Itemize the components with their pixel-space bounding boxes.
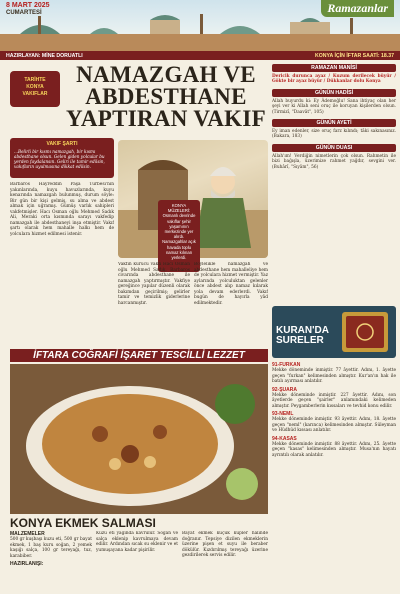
badge-line: TARİHTE <box>24 77 46 83</box>
surah-text: Mekke döneminde inmiştir. 93 âyettir. Adını, 18. âyette geçen "neml" (karınca) kelimesinden almıştır. Süleyman ve Hüdhüd kıssası anlatılır. <box>272 417 396 433</box>
quran-surahs-banner <box>272 306 396 358</box>
food-photo <box>10 364 268 514</box>
hadis-title: GÜNÜN HADİSİ <box>272 89 396 97</box>
badge-line: VAKIFLAR <box>22 91 48 97</box>
dua-title: GÜNÜN DUASI <box>272 144 396 152</box>
preparation-heading: HAZIRLANIŞI: <box>10 561 44 567</box>
mani-text: Dericik durunca ayaz / Kuzum derilecek büyür / Gökte bir ayaz büyür / Dükkanlar dolu Konya <box>272 74 396 85</box>
section-brand: Ramazanlar <box>321 0 394 17</box>
ingredients-text: 500 gr kuşbaşı kuzu eti, 500 gr bayat ekmek, 1 baş kuru soğan, 2 yemek kaşığı salça, 100 gr tereyağı, tuz, karabiber. <box>10 537 92 559</box>
ramadan-sidebar <box>272 64 396 304</box>
quran-title-line: KURAN'DA <box>276 325 329 336</box>
recipe-column-2: Kuzu eti yağında kavrulur. Soğan ve salça eklenip kavrulmaya devam edilir. Ardından sıcak su eklenir ve et yumuşayana kadar pişirilir. <box>96 531 178 553</box>
issue-date: 8 MART 2025 <box>6 2 50 9</box>
article-column-2: Vakfın kurucu vakfı Hacı Osman oğlu Mehmed Sadık, Barbaros civarında abdesthane ile namazgah yaptırmıştır. Vakfiye gereğince yapılar düzenli olarak bakımdan geçirilmiş; gelirler tamir ve temizlik giderlerine harcanmıştır. <box>118 262 190 306</box>
recipe-column-3: Bayat ekmek küçük küpler halinde doğranır. Tepsiye dizilen ekmeklerin üzerine pişen et suyu ile beraber dökülür. Kızdırılmış tereyağı üzerine gezdirilerek servis edilir. <box>182 531 268 558</box>
page-headline: NAMAZGAH VE ABDESTHANE YAPTIRAN VAKIF <box>66 62 266 131</box>
museum-quote-box: KONYA MÜZELERİ: Osmanlı devrinde vakıflar şehir yaşamının merkezinde yer alırdı. Namazgahlar açık havada toplu namaz kılınan yerlerdi. <box>158 200 200 272</box>
food-section-banner: İFTARA COĞRAFİ İŞARET TESCİLLİ LEZZET <box>10 349 268 362</box>
ayet-title: GÜNÜN AYETİ <box>272 119 396 127</box>
city-skyline-illustration <box>0 12 400 52</box>
surah-column <box>272 360 396 590</box>
surah-heading: 92-ŞUARA <box>272 386 298 393</box>
issue-day: CUMARTESİ <box>6 10 42 16</box>
mani-title: RAMAZAN MANİSİ <box>272 64 396 72</box>
surah-text: Mekke döneminde inmiştir. 227 âyettir. Adını, son âyetlerde geçen "şairler" anlamındaki kelimeden almıştır. Peygamberlerin kıssaları ve tevhid konu edilir. <box>272 392 396 409</box>
surah-text: Mekke döneminde inmiştir. 88 âyettir. Adını, 25. âyette geçen "kasas" kelimesinden almıştır. Musa'nın hayatı ayrıntılı olarak anlatılır. <box>272 441 396 458</box>
recipe-title: KONYA EKMEK SALMASI <box>10 516 156 530</box>
vakif-condition-box <box>10 138 114 178</box>
surah-heading: 91-FURKAN <box>272 362 301 368</box>
author-credit: HAZIRLAYAN: MİNE DORUATLI <box>6 53 83 59</box>
quran-title-line: SURELER <box>276 335 324 346</box>
article-column-1: Barbaros Hayreddin Paşa Türbesi'nin yakınlarında, kuyu havuzlarında, kuyu kenarında namazgah bulunmuş, durum söyle: Bir gün bir kişi gelmiş, su alma ve abdest almak için uğramış. Gümüş varlık sahipleri vakfetmişler. Hacı Osman oğlu Mehmed Sadık Ali, Meraki orta kısmında sarayı vakfedip namazgah ile abdesthaneyi inşa etmiştir. Vakıf şartı olarak hem mahalle halkı hem de yolculara hizmet edilmesi istenir. <box>10 182 114 237</box>
vakif-condition-text: ...Belirli bir kısmı namazgah, bir kısmı abdesthane olsun. Gelen giden yolcular bu yerden faydalansın. Geliri ile tamir edilsin, vakıfların uyulmasına dikkat edilsin. <box>14 149 105 169</box>
history-badge <box>10 71 60 107</box>
iftar-time-bar <box>0 51 400 60</box>
ayet-text: Ey iman edenler, size oruç farz kılındı; tâki sakınasınız. (Bakara, 183) <box>272 129 396 140</box>
iftar-time: KONYA İÇİN İFTAR SAATİ: 18.37 <box>315 53 394 59</box>
hadis-text: Allah buyurdu ki: Ey Âdemoğlu! Sana ihtiyaç olan her şeyi ver ki Allah seni oruç ile koruyan kişilerden olsun. (Tirmizî, "Daavât", 105) <box>272 98 396 115</box>
ingredients-heading: MALZEMELER <box>10 531 45 537</box>
badge-line: KONYA <box>26 84 44 90</box>
surah-heading: 93-NEML <box>272 411 294 417</box>
dua-text: Allah'ım! Verdiğin nimetlerin çok olsun. Rahmetin ile bizi bağışla, üzerimize rahmet yağdır, sevgini ver. (Buhârî, "Sıyâm", 56) <box>272 153 396 170</box>
salma-dish-photo <box>10 364 268 514</box>
surah-heading: 94-KASAS <box>272 435 297 442</box>
surah-text: Mekke döneminde inmiştir. 77 âyettir. Adını, 1. âyette geçen "furkan" kelimesinden almıştır. Kur'an'ın hak ile batılı ayırması anlatılır. <box>272 368 396 384</box>
vakif-condition-title: VAKIF ŞARTI <box>46 141 78 147</box>
article-column-3: Böylelikle namazgah ve abdesthane hem mahalleliye hem de yolculara hizmet vermiştir. Yaz aylarında yolculuktan gelenler önce abdest alıp namaz kılarak yola devam ederlerdi. Vakıf bugün de hayırla yâd edilmektedir. <box>194 262 268 306</box>
recipe-column-1 <box>10 531 92 591</box>
